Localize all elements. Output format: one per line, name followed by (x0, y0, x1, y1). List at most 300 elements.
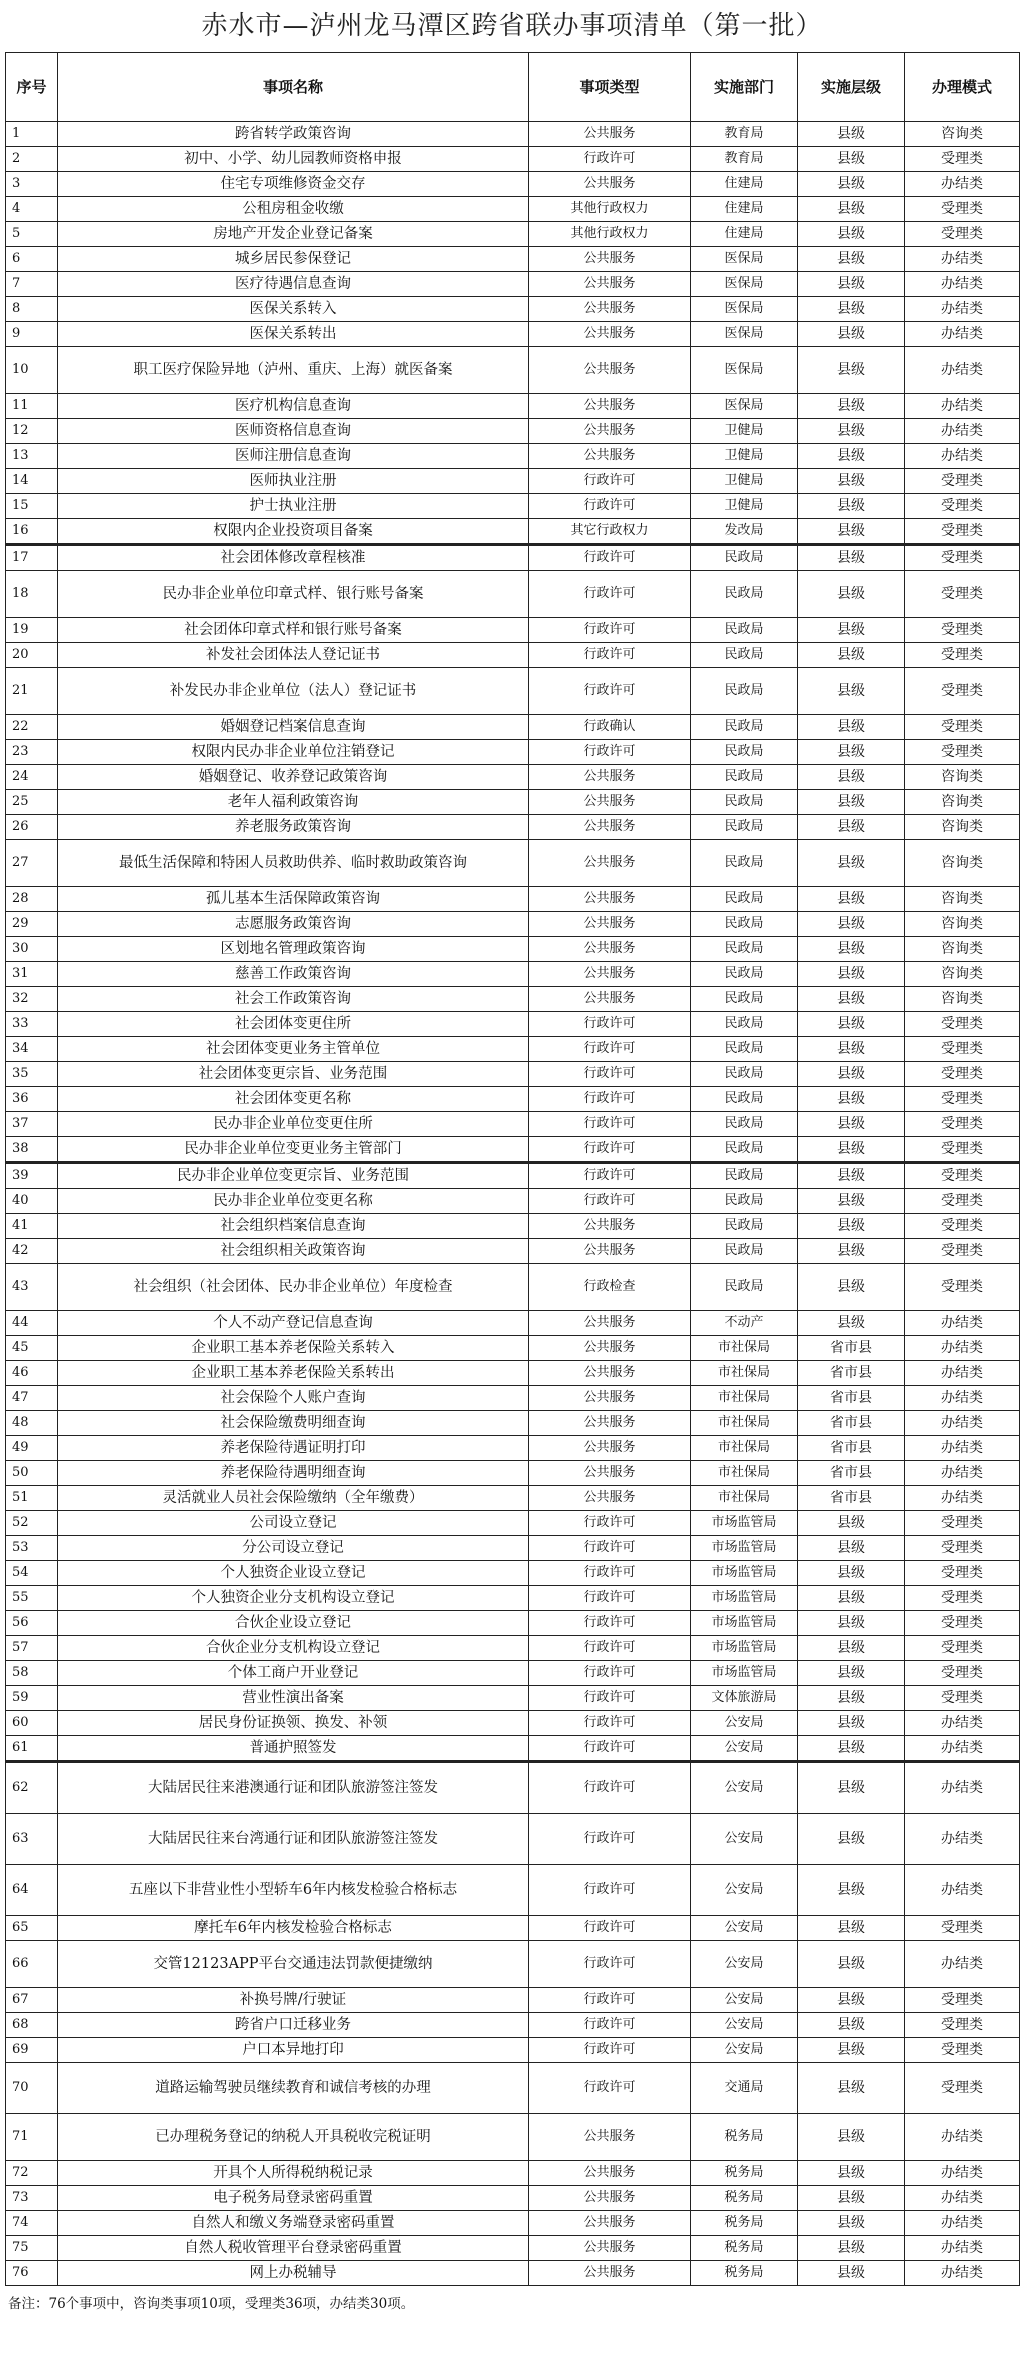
table-row (6, 2013, 1020, 2038)
cell-item-name: 慈善工作政策咨询 (58, 962, 529, 987)
cell-index: 74 (6, 2211, 58, 2236)
cell-index: 25 (6, 790, 58, 815)
cell-level: 县级 (798, 1916, 905, 1941)
table-row (6, 247, 1020, 272)
cell-item-type: 公共服务 (529, 1336, 691, 1361)
cell-department: 医保局 (691, 297, 798, 322)
cell-item-name: 城乡居民参保登记 (58, 247, 529, 272)
cell-department: 市社保局 (691, 1461, 798, 1486)
cell-item-name: 最低生活保障和特困人员救助供养、临时救助政策咨询 (58, 840, 529, 887)
cell-level: 县级 (798, 765, 905, 790)
cell-level: 县级 (798, 122, 905, 147)
cell-item-type: 行政许可 (529, 1611, 691, 1636)
cell-mode: 受理类 (905, 715, 1020, 740)
cell-item-type: 公共服务 (529, 790, 691, 815)
cell-level: 县级 (798, 2114, 905, 2161)
cell-level: 县级 (798, 394, 905, 419)
cell-department: 文体旅游局 (691, 1686, 798, 1711)
cell-item-name: 开具个人所得税纳税记录 (58, 2161, 529, 2186)
cell-item-type: 公共服务 (529, 122, 691, 147)
cell-level: 省市县 (798, 1361, 905, 1386)
cell-department: 税务局 (691, 2261, 798, 2286)
table-row (6, 1137, 1020, 1163)
cell-mode: 办结类 (905, 2114, 1020, 2161)
cell-mode: 办结类 (905, 1486, 1020, 1511)
cell-item-name: 交管12123APP平台交通违法罚款便捷缴纳 (58, 1941, 529, 1988)
cell-index: 59 (6, 1686, 58, 1711)
cell-mode: 办结类 (905, 247, 1020, 272)
cell-department: 民政局 (691, 765, 798, 790)
cell-level: 县级 (798, 1264, 905, 1311)
cell-department: 市社保局 (691, 1486, 798, 1511)
cell-level: 县级 (798, 1988, 905, 2013)
table-row (6, 2261, 1020, 2286)
cell-department: 教育局 (691, 147, 798, 172)
cell-item-type: 公共服务 (529, 2114, 691, 2161)
cell-index: 42 (6, 1239, 58, 1264)
cell-level: 省市县 (798, 1486, 905, 1511)
cell-index: 63 (6, 1814, 58, 1865)
table-row (6, 715, 1020, 740)
cell-index: 47 (6, 1386, 58, 1411)
cell-level: 县级 (798, 1762, 905, 1814)
cell-item-type: 公共服务 (529, 1411, 691, 1436)
table-row (6, 840, 1020, 887)
cell-item-type: 行政许可 (529, 1988, 691, 2013)
cell-item-name: 跨省户口迁移业务 (58, 2013, 529, 2038)
table-header-row (6, 53, 1020, 122)
cell-index: 37 (6, 1112, 58, 1137)
cell-level: 县级 (798, 419, 905, 444)
cell-item-name: 权限内民办非企业单位注销登记 (58, 740, 529, 765)
cell-item-type: 行政许可 (529, 1586, 691, 1611)
table-row (6, 419, 1020, 444)
table-row (6, 1536, 1020, 1561)
header-item-name: 事项名称 (58, 53, 529, 122)
cell-level: 县级 (798, 519, 905, 545)
cell-department: 市场监管局 (691, 1586, 798, 1611)
cell-item-type: 行政许可 (529, 2038, 691, 2063)
cell-index: 49 (6, 1436, 58, 1461)
cell-item-name: 养老保险待遇明细查询 (58, 1461, 529, 1486)
header-department: 实施部门 (691, 53, 798, 122)
cell-index: 11 (6, 394, 58, 419)
cell-item-type: 行政许可 (529, 618, 691, 643)
cell-department: 民政局 (691, 618, 798, 643)
cell-level: 县级 (798, 1586, 905, 1611)
cell-item-name: 合伙企业设立登记 (58, 1611, 529, 1636)
cell-item-type: 公共服务 (529, 1386, 691, 1411)
cell-index: 51 (6, 1486, 58, 1511)
cell-department: 民政局 (691, 1137, 798, 1163)
cell-item-name: 灵活就业人员社会保险缴纳（全年缴费） (58, 1486, 529, 1511)
cell-item-name: 个人独资企业分支机构设立登记 (58, 1586, 529, 1611)
cell-department: 公安局 (691, 1988, 798, 2013)
cell-item-type: 公共服务 (529, 1436, 691, 1461)
cell-level: 省市县 (798, 1461, 905, 1486)
cell-level: 县级 (798, 840, 905, 887)
cell-mode: 受理类 (905, 1012, 1020, 1037)
cell-mode: 办结类 (905, 1386, 1020, 1411)
cell-mode: 办结类 (905, 1436, 1020, 1461)
cell-item-name: 医师执业注册 (58, 469, 529, 494)
cell-department: 市场监管局 (691, 1511, 798, 1536)
cell-item-name: 居民身份证换领、换发、补领 (58, 1711, 529, 1736)
cell-level: 县级 (798, 1062, 905, 1087)
cell-department: 民政局 (691, 887, 798, 912)
cell-index: 3 (6, 172, 58, 197)
table-row (6, 1264, 1020, 1311)
cell-level: 县级 (798, 1511, 905, 1536)
table-row (6, 197, 1020, 222)
cell-department: 公安局 (691, 1762, 798, 1814)
cell-level: 省市县 (798, 1336, 905, 1361)
cell-level: 县级 (798, 1037, 905, 1062)
cell-item-type: 其它行政权力 (529, 519, 691, 545)
table-row (6, 272, 1020, 297)
cell-mode: 受理类 (905, 1536, 1020, 1561)
cell-department: 市社保局 (691, 1436, 798, 1461)
cell-item-type: 行政许可 (529, 1189, 691, 1214)
cell-department: 卫健局 (691, 494, 798, 519)
table-row (6, 740, 1020, 765)
cell-mode: 办结类 (905, 1711, 1020, 1736)
table-row (6, 1386, 1020, 1411)
cell-mode: 办结类 (905, 297, 1020, 322)
cell-item-name: 老年人福利政策咨询 (58, 790, 529, 815)
cell-mode: 办结类 (905, 1461, 1020, 1486)
cell-item-type: 行政许可 (529, 2013, 691, 2038)
cell-index: 53 (6, 1536, 58, 1561)
cell-index: 27 (6, 840, 58, 887)
table-row (6, 1586, 1020, 1611)
cell-index: 15 (6, 494, 58, 519)
cell-index: 4 (6, 197, 58, 222)
cell-item-name: 初中、小学、幼儿园教师资格申报 (58, 147, 529, 172)
cell-level: 县级 (798, 322, 905, 347)
cell-department: 民政局 (691, 1189, 798, 1214)
cell-department: 教育局 (691, 122, 798, 147)
cell-department: 医保局 (691, 272, 798, 297)
cell-item-name: 社会团体变更名称 (58, 1087, 529, 1112)
cell-index: 40 (6, 1189, 58, 1214)
cell-level: 省市县 (798, 1436, 905, 1461)
cell-mode: 受理类 (905, 147, 1020, 172)
cell-department: 市场监管局 (691, 1561, 798, 1586)
table-row (6, 1411, 1020, 1436)
cell-department: 卫健局 (691, 469, 798, 494)
cell-mode: 受理类 (905, 1264, 1020, 1311)
table-row (6, 2161, 1020, 2186)
cell-index: 28 (6, 887, 58, 912)
cell-level: 县级 (798, 147, 905, 172)
table-row (6, 1436, 1020, 1461)
table-row (6, 1087, 1020, 1112)
cell-level: 县级 (798, 2211, 905, 2236)
cell-level: 县级 (798, 912, 905, 937)
cell-index: 73 (6, 2186, 58, 2211)
table-row (6, 1214, 1020, 1239)
cell-item-name: 职工医疗保险异地（泸州、重庆、上海）就医备案 (58, 347, 529, 394)
cell-mode: 受理类 (905, 1636, 1020, 1661)
table-row (6, 172, 1020, 197)
cell-index: 36 (6, 1087, 58, 1112)
cell-level: 省市县 (798, 1411, 905, 1436)
cell-department: 民政局 (691, 790, 798, 815)
cell-level: 县级 (798, 887, 905, 912)
cell-item-type: 行政许可 (529, 1112, 691, 1137)
cell-index: 54 (6, 1561, 58, 1586)
cell-index: 39 (6, 1163, 58, 1189)
cell-department: 住建局 (691, 197, 798, 222)
footnote: 备注：76个事项中，咨询类事项10项，受理类36项，办结类30项。 (8, 2296, 415, 2312)
cell-item-name: 普通护照签发 (58, 1736, 529, 1762)
cell-department: 医保局 (691, 247, 798, 272)
table-row (6, 668, 1020, 715)
cell-index: 26 (6, 815, 58, 840)
cell-index: 7 (6, 272, 58, 297)
cell-item-name: 企业职工基本养老保险关系转入 (58, 1336, 529, 1361)
table-row (6, 147, 1020, 172)
table-row (6, 643, 1020, 668)
cell-mode: 受理类 (905, 1611, 1020, 1636)
table-row (6, 912, 1020, 937)
cell-item-type: 行政许可 (529, 1536, 691, 1561)
cell-index: 41 (6, 1214, 58, 1239)
cell-mode: 办结类 (905, 172, 1020, 197)
cell-department: 公安局 (691, 1941, 798, 1988)
cell-index: 72 (6, 2161, 58, 2186)
cell-item-name: 社会工作政策咨询 (58, 987, 529, 1012)
cell-department: 民政局 (691, 840, 798, 887)
cell-index: 34 (6, 1037, 58, 1062)
table-body (6, 122, 1020, 2286)
cell-item-name: 区划地名管理政策咨询 (58, 937, 529, 962)
cell-item-type: 公共服务 (529, 272, 691, 297)
table-row (6, 1762, 1020, 1814)
cell-item-type: 行政许可 (529, 1561, 691, 1586)
cell-department: 卫健局 (691, 444, 798, 469)
cell-item-type: 其他行政权力 (529, 197, 691, 222)
table-row (6, 1941, 1020, 1988)
table-row (6, 1189, 1020, 1214)
cell-item-type: 行政许可 (529, 668, 691, 715)
cell-item-type: 公共服务 (529, 1214, 691, 1239)
cell-department: 公安局 (691, 1814, 798, 1865)
header-item-type: 事项类型 (529, 53, 691, 122)
cell-mode: 受理类 (905, 1916, 1020, 1941)
cell-mode: 咨询类 (905, 912, 1020, 937)
cell-item-name: 个人独资企业设立登记 (58, 1561, 529, 1586)
cell-mode: 受理类 (905, 2063, 1020, 2114)
cell-item-type: 公共服务 (529, 394, 691, 419)
cell-index: 76 (6, 2261, 58, 2286)
cell-level: 县级 (798, 1239, 905, 1264)
cell-index: 55 (6, 1586, 58, 1611)
cell-index: 8 (6, 297, 58, 322)
table-row (6, 887, 1020, 912)
cell-level: 县级 (798, 571, 905, 618)
cell-item-name: 房地产开发企业登记备案 (58, 222, 529, 247)
table-row (6, 1461, 1020, 1486)
cell-item-name: 补换号牌/行驶证 (58, 1988, 529, 2013)
cell-mode: 办结类 (905, 2261, 1020, 2286)
cell-level: 县级 (798, 1941, 905, 1988)
cell-item-type: 公共服务 (529, 2161, 691, 2186)
cell-level: 县级 (798, 715, 905, 740)
table-row (6, 519, 1020, 545)
cell-item-name: 分公司设立登记 (58, 1536, 529, 1561)
cell-level: 县级 (798, 1087, 905, 1112)
table-row (6, 1336, 1020, 1361)
cell-department: 公安局 (691, 1916, 798, 1941)
cell-department: 民政局 (691, 1239, 798, 1264)
cell-level: 县级 (798, 1137, 905, 1163)
table-row (6, 1611, 1020, 1636)
cell-item-name: 医师资格信息查询 (58, 419, 529, 444)
cell-mode: 咨询类 (905, 765, 1020, 790)
cell-department: 民政局 (691, 545, 798, 571)
cell-level: 县级 (798, 1214, 905, 1239)
cell-mode: 受理类 (905, 1214, 1020, 1239)
cell-mode: 受理类 (905, 1087, 1020, 1112)
cell-mode: 咨询类 (905, 887, 1020, 912)
cell-item-type: 行政许可 (529, 1941, 691, 1988)
cell-index: 58 (6, 1661, 58, 1686)
cell-index: 56 (6, 1611, 58, 1636)
cell-item-type: 公共服务 (529, 419, 691, 444)
cell-item-name: 自然人和缴义务端登录密码重置 (58, 2211, 529, 2236)
cell-level: 县级 (798, 1736, 905, 1762)
table-row (6, 545, 1020, 571)
cell-index: 23 (6, 740, 58, 765)
cell-department: 民政局 (691, 987, 798, 1012)
cell-item-name: 医保关系转入 (58, 297, 529, 322)
cell-department: 公安局 (691, 1865, 798, 1916)
cell-item-type: 公共服务 (529, 987, 691, 1012)
cell-item-name: 社会团体印章式样和银行账号备案 (58, 618, 529, 643)
cell-mode: 受理类 (905, 740, 1020, 765)
cell-item-type: 行政许可 (529, 1037, 691, 1062)
cell-item-name: 个体工商户开业登记 (58, 1661, 529, 1686)
cell-item-type: 行政许可 (529, 1087, 691, 1112)
cell-index: 13 (6, 444, 58, 469)
cell-item-name: 社会团体变更宗旨、业务范围 (58, 1062, 529, 1087)
cell-item-type: 公共服务 (529, 1461, 691, 1486)
cell-mode: 办结类 (905, 2186, 1020, 2211)
cell-department: 市社保局 (691, 1386, 798, 1411)
table-row (6, 1112, 1020, 1137)
cell-level: 县级 (798, 790, 905, 815)
cell-item-name: 公租房租金收缴 (58, 197, 529, 222)
cell-mode: 办结类 (905, 322, 1020, 347)
cell-item-type: 行政许可 (529, 494, 691, 519)
table-row (6, 1062, 1020, 1087)
table-row (6, 347, 1020, 394)
cell-mode: 受理类 (905, 494, 1020, 519)
cell-mode: 咨询类 (905, 987, 1020, 1012)
cell-index: 20 (6, 643, 58, 668)
cell-item-name: 大陆居民往来台湾通行证和团队旅游签注签发 (58, 1814, 529, 1865)
table-row (6, 937, 1020, 962)
table-row (6, 962, 1020, 987)
cell-level: 县级 (798, 1711, 905, 1736)
cell-department: 医保局 (691, 394, 798, 419)
cell-mode: 受理类 (905, 545, 1020, 571)
cell-item-type: 公共服务 (529, 2236, 691, 2261)
header-index: 序号 (6, 53, 58, 122)
cell-item-name: 摩托车6年内核发检验合格标志 (58, 1916, 529, 1941)
cell-item-name: 大陆居民往来港澳通行证和团队旅游签注签发 (58, 1762, 529, 1814)
cell-mode: 受理类 (905, 618, 1020, 643)
cell-mode: 办结类 (905, 1411, 1020, 1436)
cell-index: 45 (6, 1336, 58, 1361)
cell-level: 县级 (798, 1636, 905, 1661)
cell-index: 52 (6, 1511, 58, 1536)
cell-index: 50 (6, 1461, 58, 1486)
cell-item-type: 公共服务 (529, 815, 691, 840)
cell-item-type: 其他行政权力 (529, 222, 691, 247)
cell-mode: 受理类 (905, 1062, 1020, 1087)
cell-department: 民政局 (691, 962, 798, 987)
cell-item-name: 医疗待遇信息查询 (58, 272, 529, 297)
cell-level: 县级 (798, 1112, 905, 1137)
cell-level: 县级 (798, 1189, 905, 1214)
table-row (6, 1661, 1020, 1686)
cell-index: 1 (6, 122, 58, 147)
cell-index: 61 (6, 1736, 58, 1762)
cell-mode: 办结类 (905, 419, 1020, 444)
cell-mode: 受理类 (905, 668, 1020, 715)
table-row (6, 222, 1020, 247)
cell-level: 县级 (798, 1561, 905, 1586)
cell-item-type: 行政许可 (529, 1012, 691, 1037)
table-row (6, 1012, 1020, 1037)
cell-level: 县级 (798, 494, 905, 519)
cell-level: 县级 (798, 740, 905, 765)
cell-mode: 受理类 (905, 1239, 1020, 1264)
cell-item-type: 公共服务 (529, 912, 691, 937)
cell-item-type: 行政许可 (529, 1636, 691, 1661)
cell-level: 县级 (798, 987, 905, 1012)
table-row (6, 1511, 1020, 1536)
cell-department: 民政局 (691, 1112, 798, 1137)
cell-index: 69 (6, 2038, 58, 2063)
cell-department: 市场监管局 (691, 1611, 798, 1636)
cell-item-name: 民办非企业单位变更名称 (58, 1189, 529, 1214)
cell-mode: 办结类 (905, 347, 1020, 394)
cell-level: 县级 (798, 1661, 905, 1686)
cell-level: 县级 (798, 1163, 905, 1189)
cell-index: 57 (6, 1636, 58, 1661)
cell-item-type: 行政许可 (529, 1686, 691, 1711)
cell-department: 民政局 (691, 912, 798, 937)
cell-level: 县级 (798, 1012, 905, 1037)
cell-mode: 受理类 (905, 222, 1020, 247)
cell-level: 县级 (798, 1814, 905, 1865)
cell-item-type: 行政许可 (529, 1137, 691, 1163)
cell-mode: 受理类 (905, 1661, 1020, 1686)
cell-item-type: 公共服务 (529, 1311, 691, 1336)
cell-item-name: 婚姻登记、收养登记政策咨询 (58, 765, 529, 790)
cell-index: 46 (6, 1361, 58, 1386)
cell-mode: 受理类 (905, 1511, 1020, 1536)
cell-item-name: 补发社会团体法人登记证书 (58, 643, 529, 668)
cell-item-type: 行政确认 (529, 715, 691, 740)
cell-item-name: 个人不动产登记信息查询 (58, 1311, 529, 1336)
cell-item-name: 孤儿基本生活保障政策咨询 (58, 887, 529, 912)
header-level: 实施层级 (798, 53, 905, 122)
